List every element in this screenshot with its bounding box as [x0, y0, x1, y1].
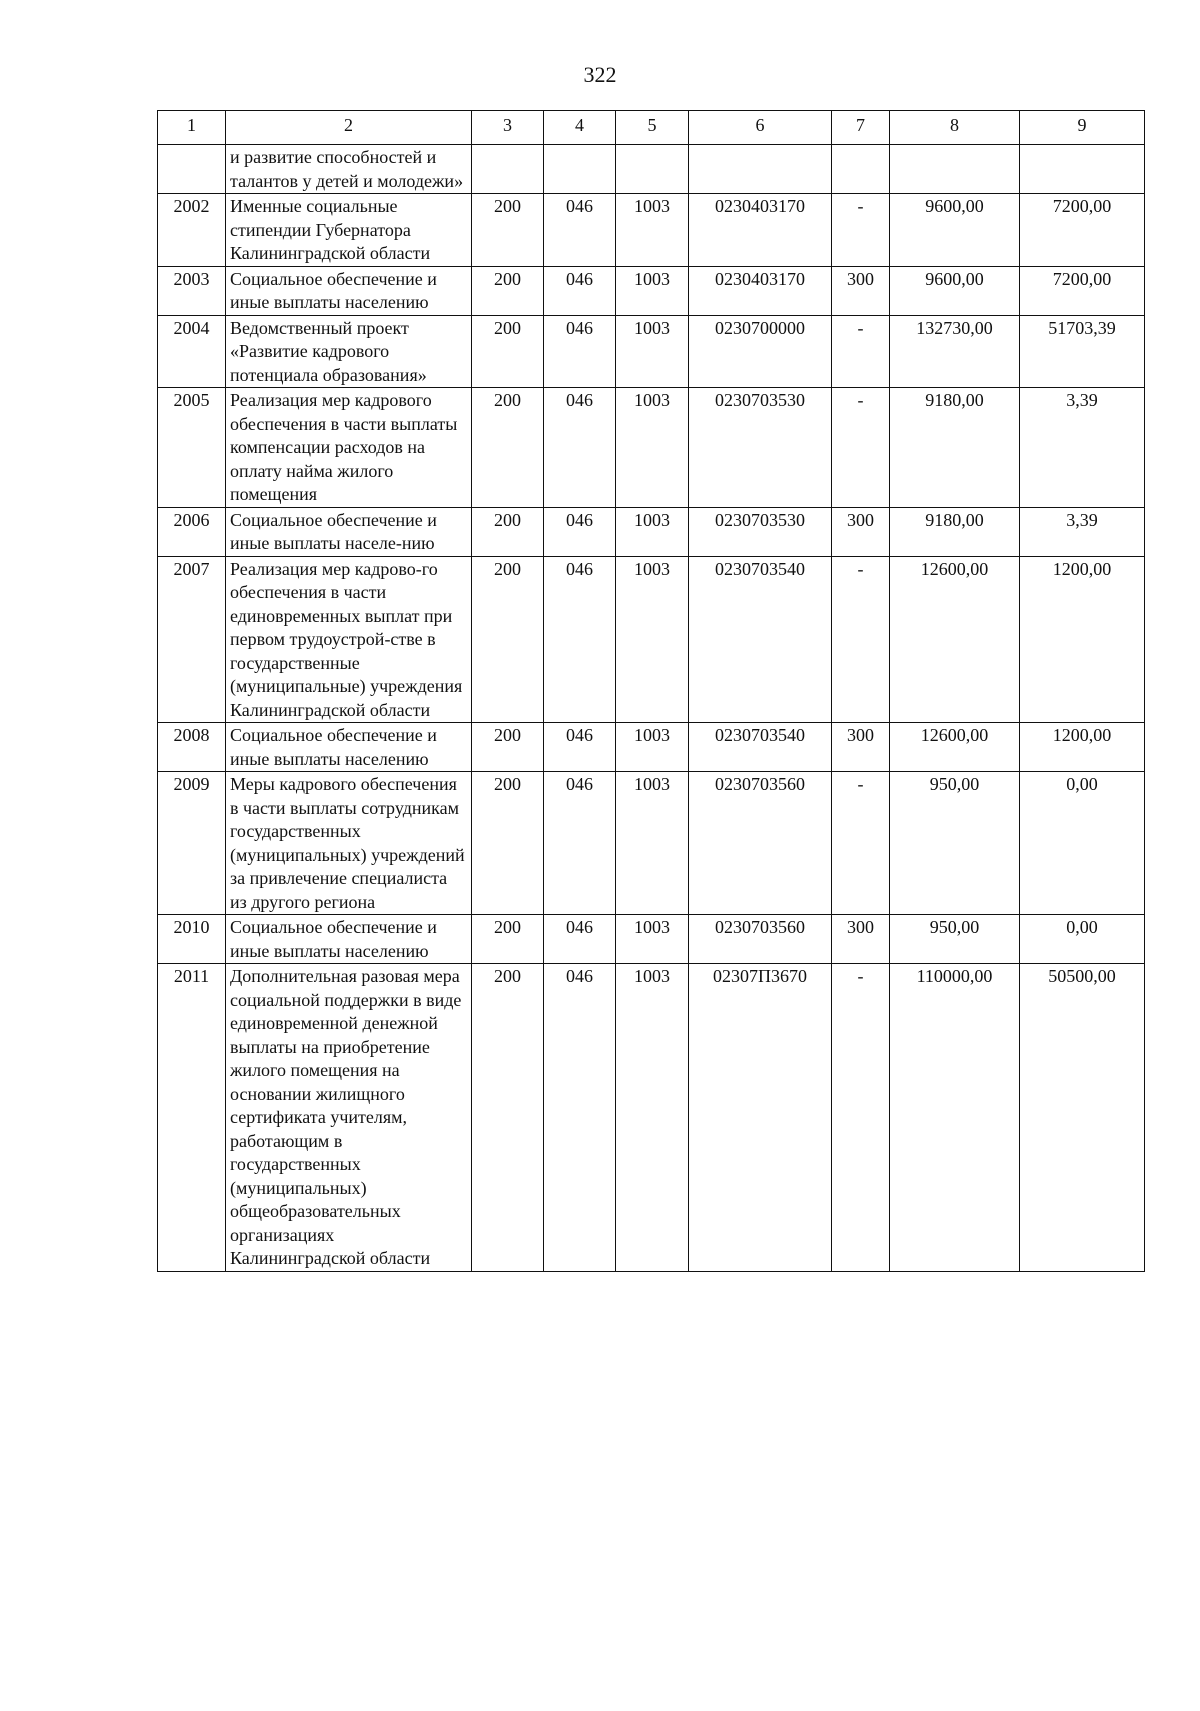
row-number: 2007	[158, 556, 226, 723]
row-col-4: 046	[544, 507, 616, 556]
row-col-9: 0,00	[1020, 915, 1145, 964]
table-row	[158, 556, 1145, 723]
row-col-4: 046	[544, 723, 616, 772]
row-name: Именные социальные стипендии Губернатора Калининградской области	[226, 194, 472, 267]
row-name: Социальное обеспечение и иные выплаты населению	[226, 266, 472, 315]
row-col-4: 046	[544, 772, 616, 915]
col-header-6: 6	[689, 111, 832, 145]
row-col-8	[890, 145, 1020, 194]
row-col-6: 0230703530	[689, 388, 832, 508]
row-name: Реализация мер кадрово-го обеспечения в части единовременных выплат при первом трудоустрой-стве в государственные (муниципальные) учреждения Калининградской области	[226, 556, 472, 723]
row-col-9: 3,39	[1020, 388, 1145, 508]
row-col-4: 046	[544, 194, 616, 267]
row-col-3: 200	[472, 556, 544, 723]
row-col-8: 950,00	[890, 772, 1020, 915]
row-col-8: 9180,00	[890, 507, 1020, 556]
row-col-3	[472, 145, 544, 194]
col-header-9: 9	[1020, 111, 1145, 145]
row-number: 2010	[158, 915, 226, 964]
row-col-5: 1003	[616, 388, 689, 508]
row-number: 2005	[158, 388, 226, 508]
row-col-7: -	[832, 194, 890, 267]
table-row	[158, 388, 1145, 508]
row-number	[158, 145, 226, 194]
row-col-3: 200	[472, 315, 544, 388]
table-row	[158, 145, 1145, 194]
row-col-5: 1003	[616, 772, 689, 915]
row-col-9: 50500,00	[1020, 964, 1145, 1272]
row-col-4: 046	[544, 915, 616, 964]
row-col-3: 200	[472, 507, 544, 556]
row-col-8: 9600,00	[890, 194, 1020, 267]
row-col-6: 0230703540	[689, 723, 832, 772]
row-col-7: 300	[832, 723, 890, 772]
row-col-8: 12600,00	[890, 723, 1020, 772]
row-col-3: 200	[472, 772, 544, 915]
row-col-7: -	[832, 964, 890, 1272]
row-col-3: 200	[472, 964, 544, 1272]
row-col-4: 046	[544, 556, 616, 723]
table-body	[158, 145, 1145, 1272]
row-col-6: 0230703560	[689, 915, 832, 964]
row-col-6: 0230703530	[689, 507, 832, 556]
row-col-3: 200	[472, 915, 544, 964]
row-col-4: 046	[544, 266, 616, 315]
row-col-5: 1003	[616, 723, 689, 772]
row-col-5: 1003	[616, 507, 689, 556]
row-col-3: 200	[472, 388, 544, 508]
row-name: Социальное обеспечение и иные выплаты населению	[226, 723, 472, 772]
row-name: Реализация мер кадрового обеспечения в части выплаты компенсации расходов на оплату найма жилого помещения	[226, 388, 472, 508]
row-col-7: -	[832, 388, 890, 508]
row-name: Дополнительная разовая мера социальной поддержки в виде единовременной денежной выплаты на приобретение жилого помещения на основании жилищного сертификата учителям, работающим в государственных (муниципальных) общеобразовательных организациях Калининградской области	[226, 964, 472, 1272]
table-row	[158, 723, 1145, 772]
row-col-6	[689, 145, 832, 194]
col-header-1: 1	[158, 111, 226, 145]
budget-table	[157, 110, 1145, 1272]
row-col-4	[544, 145, 616, 194]
header-row	[158, 111, 1145, 145]
row-col-4: 046	[544, 964, 616, 1272]
col-header-8: 8	[890, 111, 1020, 145]
row-col-6: 0230703560	[689, 772, 832, 915]
row-col-7	[832, 145, 890, 194]
row-col-4: 046	[544, 388, 616, 508]
row-number: 2011	[158, 964, 226, 1272]
row-col-9	[1020, 145, 1145, 194]
row-col-3: 200	[472, 266, 544, 315]
row-col-6: 0230700000	[689, 315, 832, 388]
table-header	[158, 111, 1145, 145]
table-row	[158, 266, 1145, 315]
row-col-6: 02307П3670	[689, 964, 832, 1272]
row-col-6: 0230403170	[689, 266, 832, 315]
col-header-2: 2	[226, 111, 472, 145]
row-col-9: 0,00	[1020, 772, 1145, 915]
row-col-9: 51703,39	[1020, 315, 1145, 388]
row-number: 2004	[158, 315, 226, 388]
row-col-8: 9180,00	[890, 388, 1020, 508]
row-number: 2008	[158, 723, 226, 772]
row-col-7: -	[832, 772, 890, 915]
row-col-7: 300	[832, 266, 890, 315]
row-col-6: 0230403170	[689, 194, 832, 267]
row-col-6: 0230703540	[689, 556, 832, 723]
row-col-9: 3,39	[1020, 507, 1145, 556]
table-row	[158, 772, 1145, 915]
row-number: 2002	[158, 194, 226, 267]
row-name: Ведомственный проект «Развитие кадрового потенциала образования»	[226, 315, 472, 388]
row-col-4: 046	[544, 315, 616, 388]
row-name: Социальное обеспечение и иные выплаты населению	[226, 915, 472, 964]
table-row	[158, 315, 1145, 388]
page-number: 322	[583, 62, 617, 87]
row-col-3: 200	[472, 723, 544, 772]
row-col-5: 1003	[616, 266, 689, 315]
table-row	[158, 915, 1145, 964]
row-col-5: 1003	[616, 194, 689, 267]
row-col-7: 300	[832, 507, 890, 556]
col-header-4: 4	[544, 111, 616, 145]
table-row	[158, 194, 1145, 267]
col-header-5: 5	[616, 111, 689, 145]
row-number: 2006	[158, 507, 226, 556]
row-col-8: 132730,00	[890, 315, 1020, 388]
row-name: Меры кадрового обеспечения в части выплаты сотрудникам государственных (муниципальных) учреждений за привлечение специалиста из другого региона	[226, 772, 472, 915]
row-col-5: 1003	[616, 556, 689, 723]
row-col-5: 1003	[616, 315, 689, 388]
row-col-9: 7200,00	[1020, 194, 1145, 267]
row-col-8: 950,00	[890, 915, 1020, 964]
row-col-9: 1200,00	[1020, 556, 1145, 723]
row-name: и развитие способностей и талантов у детей и молодежи»	[226, 145, 472, 194]
row-number: 2003	[158, 266, 226, 315]
row-name: Социальное обеспечение и иные выплаты населе-нию	[226, 507, 472, 556]
table-row	[158, 964, 1145, 1272]
row-col-3: 200	[472, 194, 544, 267]
col-header-3: 3	[472, 111, 544, 145]
row-col-7: -	[832, 315, 890, 388]
table-row	[158, 507, 1145, 556]
col-header-7: 7	[832, 111, 890, 145]
row-col-5: 1003	[616, 915, 689, 964]
row-col-8: 110000,00	[890, 964, 1020, 1272]
row-col-7: -	[832, 556, 890, 723]
row-number: 2009	[158, 772, 226, 915]
row-col-8: 12600,00	[890, 556, 1020, 723]
row-col-7: 300	[832, 915, 890, 964]
row-col-9: 7200,00	[1020, 266, 1145, 315]
row-col-8: 9600,00	[890, 266, 1020, 315]
row-col-9: 1200,00	[1020, 723, 1145, 772]
row-col-5: 1003	[616, 964, 689, 1272]
row-col-5	[616, 145, 689, 194]
